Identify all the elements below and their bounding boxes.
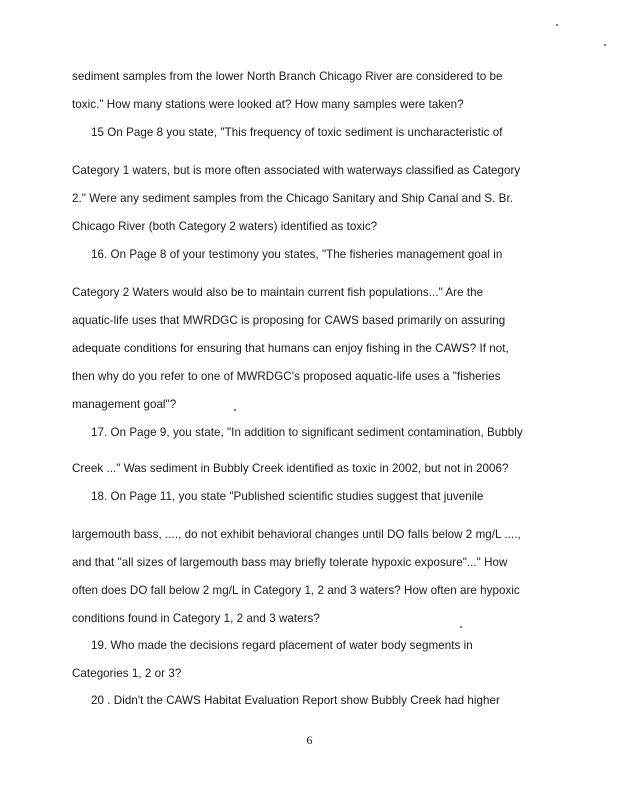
text-line: aquatic-life uses that MWRDGC is proposing for CAWS based primarily on assuring	[72, 314, 506, 327]
text-line: Chicago River (both Category 2 waters) identified as toxic?	[72, 220, 378, 233]
text-line: conditions found in Category 1, 2 and 3 waters?	[72, 612, 320, 625]
text-line: adequate conditions for ensuring that humans can enjoy fishing in the CAWS? If not,	[72, 342, 509, 355]
text-line: Categories 1, 2 or 3?	[72, 667, 182, 680]
question-20: 20 . Didn't the CAWS Habitat Evaluation Report show Bubbly Creek had higher	[91, 694, 500, 707]
text-line: then why do you refer to one of MWRDGC's proposed aquatic-life uses a "fisheries	[72, 370, 501, 383]
scan-speck	[460, 626, 462, 628]
text-line: often does DO fall below 2 mg/L in Category 1, 2 and 3 waters? How often are hypoxic	[72, 584, 520, 597]
question-17: 17. On Page 9, you state, "In addition to significant sediment contamination, Bubbly	[91, 426, 523, 439]
question-19: 19. Who made the decisions regard placement of water body segments in	[91, 639, 473, 652]
text-line: and that "all sizes of largemouth bass may briefly tolerate hypoxic exposure"..." How	[72, 556, 508, 569]
question-16: 16. On Page 8 of your testimony you states, "The fisheries management goal in	[91, 248, 503, 261]
text-line: toxic." How many stations were looked at? How many samples were taken?	[72, 98, 464, 111]
text-line: Category 1 waters, but is more often associated with waterways classified as Category	[72, 164, 521, 177]
question-15: 15 On Page 8 you state, "This frequency of toxic sediment is uncharacteristic of	[91, 126, 503, 139]
page-number: 6	[306, 733, 313, 747]
text-line: largemouth bass, ...., do not exhibit behavioral changes until DO falls below 2 mg/L ....,	[72, 528, 521, 541]
text-line: 2." Were any sediment samples from the Chicago Sanitary and Ship Canal and S. Br.	[72, 192, 514, 205]
text-line: management goal"?	[72, 398, 177, 411]
scan-speck	[604, 44, 606, 46]
text-line: Creek ..." Was sediment in Bubbly Creek identified as toxic in 2002, but not in 2006?	[72, 462, 509, 475]
text-line: Category 2 Waters would also be to maintain current fish populations..." Are the	[72, 286, 484, 299]
scan-speck	[556, 24, 558, 26]
question-18: 18. On Page 11, you state "Published scientific studies suggest that juvenile	[91, 490, 484, 503]
text-line: sediment samples from the lower North Branch Chicago River are considered to be	[72, 70, 503, 83]
scan-speck	[234, 409, 236, 411]
